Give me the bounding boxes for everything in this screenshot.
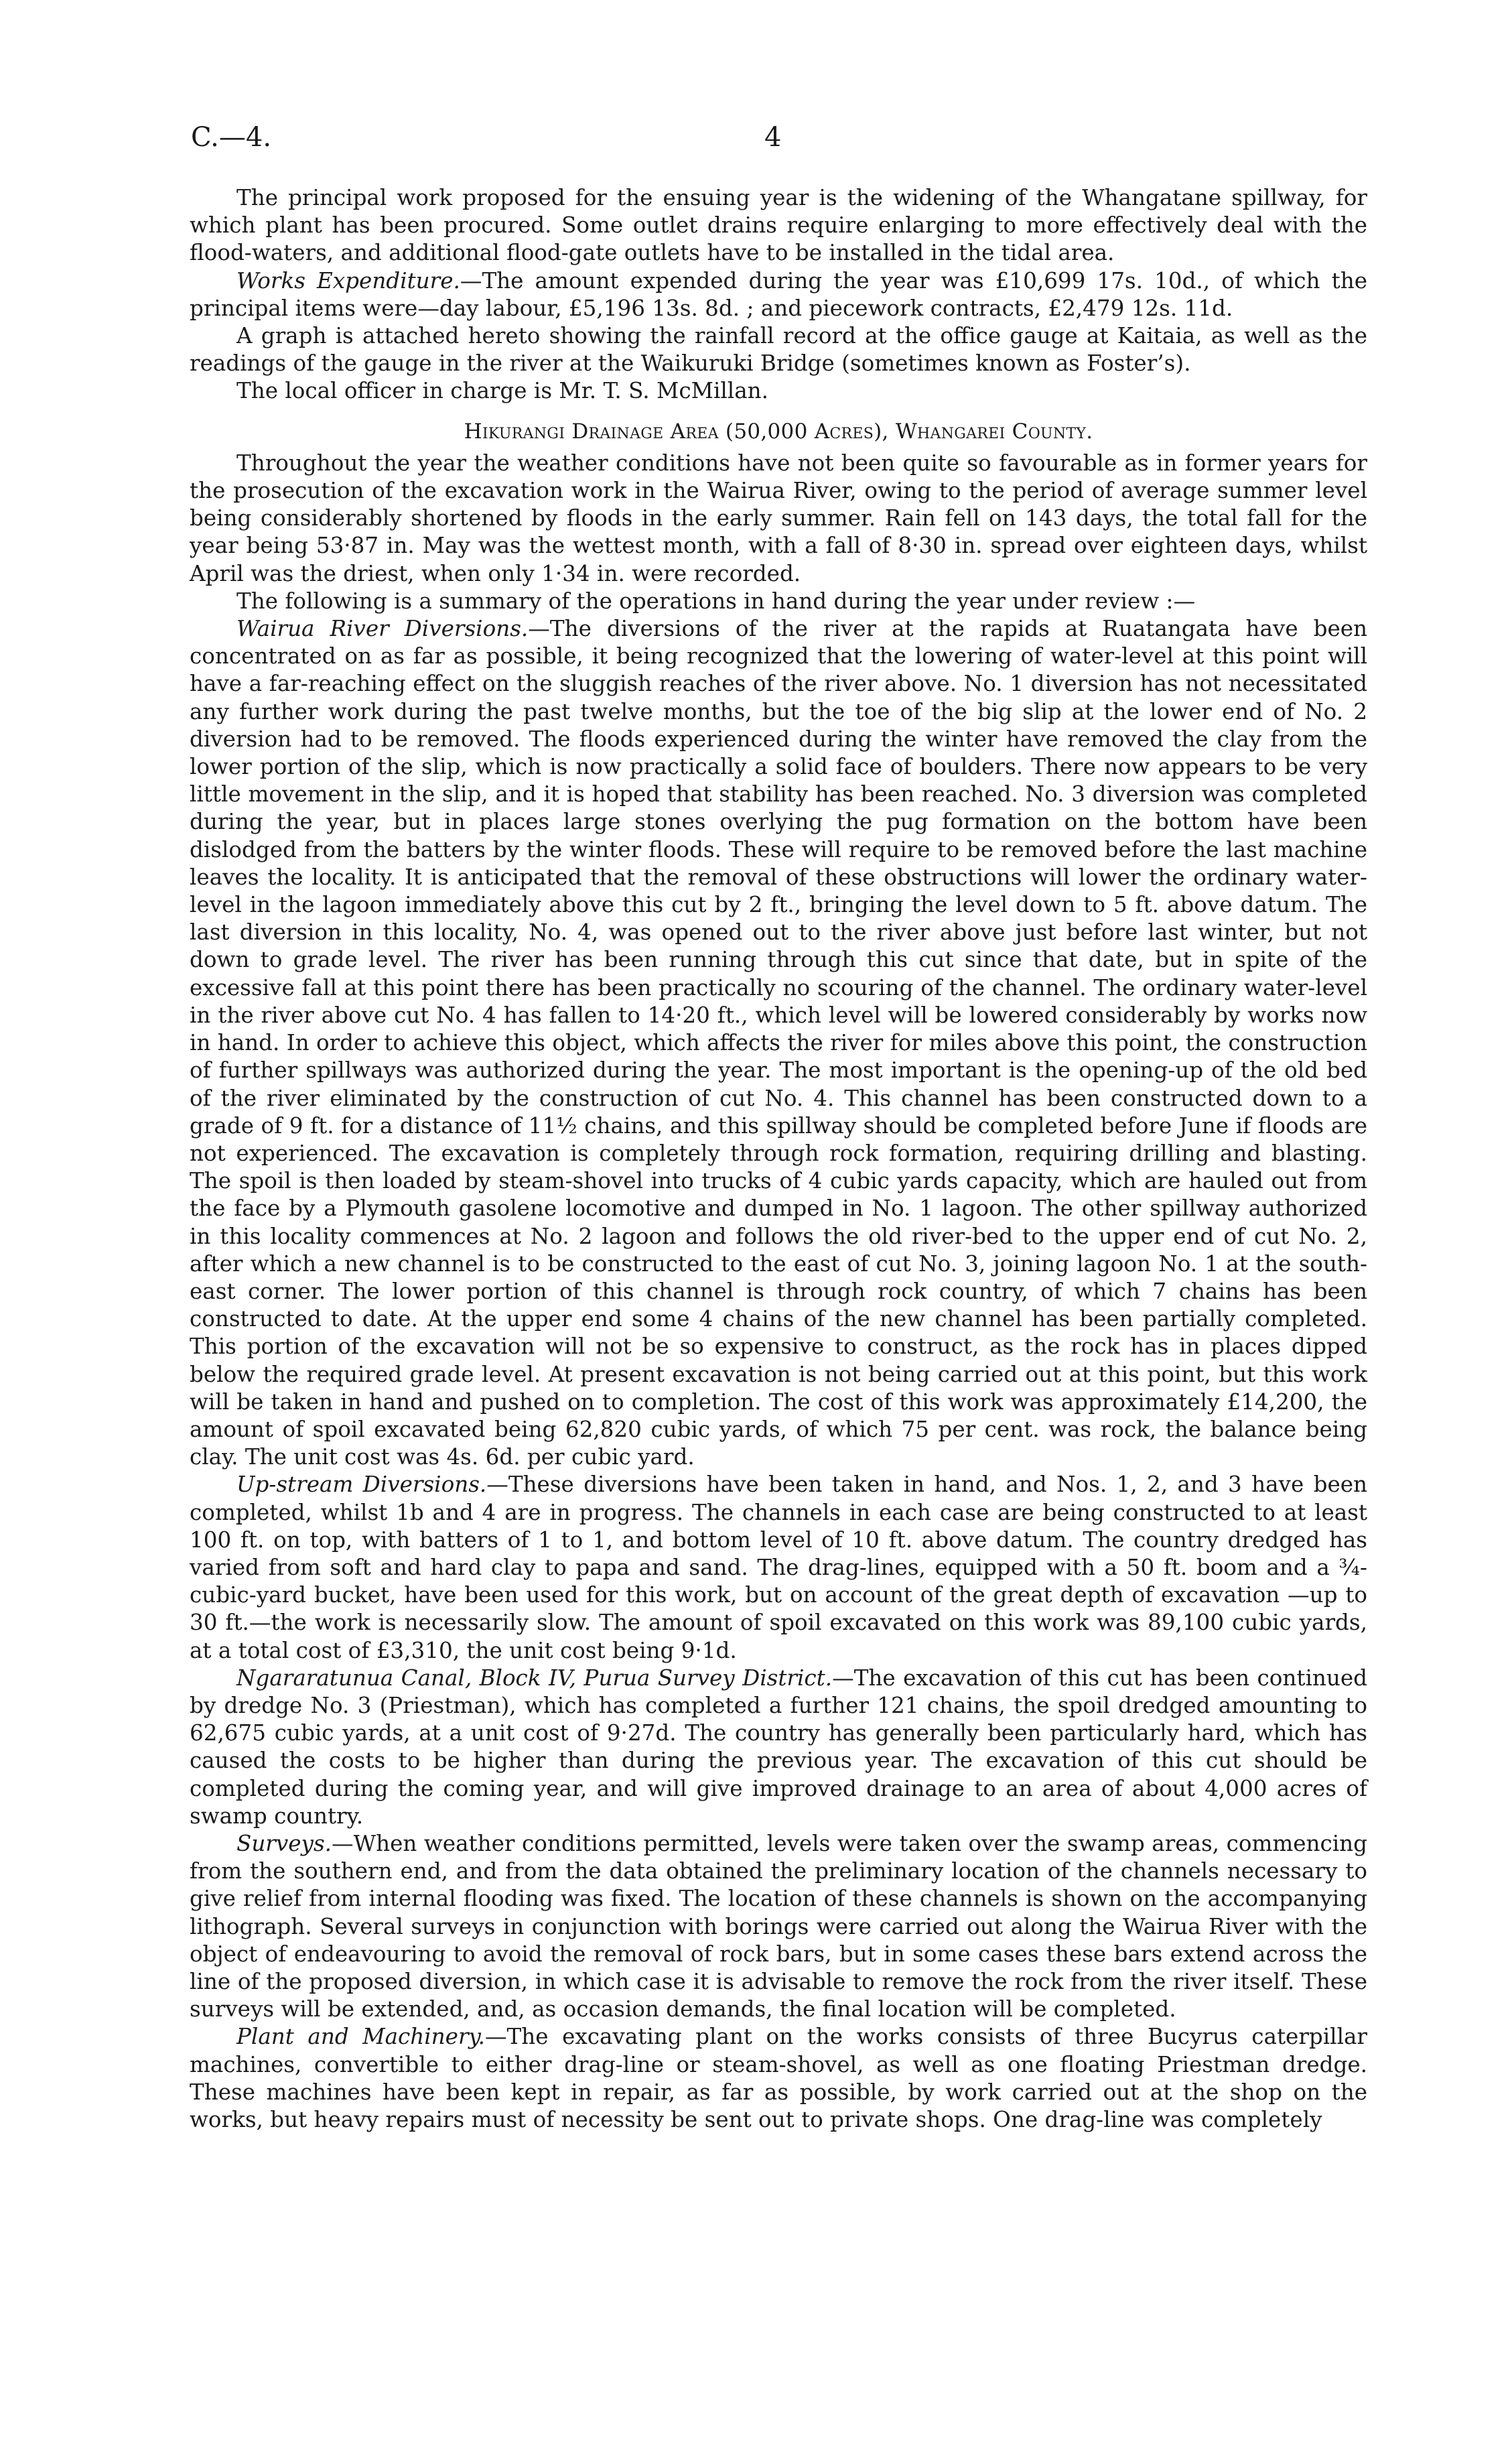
paragraph-ngararatunua-canal: Ngararatunua Canal, Block IV, Purua Survey District.—The excavation of this cut has been continued by dredge No. 3 (Priestman), which has completed a further 121 chains, the spoil dredged amounting to 62,675 cubic yards, at a unit cost of 9·27d. The country has generally been particularly hard, which has caused the costs to be higher than during the previous year. The excavation of this cut should be completed during the coming year, and will give improved drainage to an area of about 4,000 acres of swamp country.	[190, 1665, 1367, 1829]
paragraph-works-expenditure: Works Expenditure.—The amount expended during the year was £10,699 17s. 10d., of which the principal items were—day labour, £5,196 13s. 8d. ; and piecework contracts, £2,479 12s. 11d.	[190, 267, 1367, 321]
paragraph-lead: Wairua River Diversions.	[236, 616, 529, 642]
paragraph-lead: Plant and Machinery.	[236, 2024, 485, 2050]
paragraph-surveys: Surveys.—When weather conditions permitted, levels were taken over the swamp areas, commencing from the southern end, and from the data obtained the preliminary location of the channels necessary to give relief from internal flooding was fixed. The location of these channels is shown on the accompanying lithograph. Several surveys in conjunction with borings were carried out along the Wairua River with the object of endeavouring to avoid the removal of rock bars, but in some cases these bars extend across the line of the proposed diversion, in which case it is advisable to remove the rock from the river itself. These surveys will be extended, and, as occasion demands, the final location will be completed.	[190, 1830, 1367, 2022]
paragraph-upstream-diversions: Up-stream Diversions.—These diversions have been taken in hand, and Nos. 1, 2, and 3 have been completed, whilst 1b and 4 are in progress. The channels in each case are being constructed to at least 100 ft. on top, with batters of 1 to 1, and bottom level of 10 ft. above datum. The country dredged has varied from soft and hard clay to papa and sand. The drag-lines, equipped with a 50 ft. boom and a ¾-cubic-yard bucket, have been used for this work, but on account of the great depth of excavation —up to 30 ft.—the work is necessarily slow. The amount of spoil excavated on this work was 89,100 cubic yards, at a total cost of £3,310, the unit cost being 9·1d.	[190, 1472, 1367, 1663]
paragraph-plant-machinery: Plant and Machinery.—The excavating plant on the works consists of three Bucyrus caterpillar machines, convertible to either drag-line or steam-shovel, as well as one floating Priestman dredge. These machines have been kept in repair, as far as possible, by work carried out at the shop on the works, but heavy repairs must of necessity be sent out to private shops. One drag-line was completely	[190, 2024, 1368, 2133]
paragraph-wairua-diversions: Wairua River Diversions.—The diversions of the river at the rapids at Ruatangata have been concentrated on as far as possible, it being recognized that the lowering of water-level at this point will have a far-reaching effect on the sluggish reaches of the river above. No. 1 diversion has not necessitated any further work during the past twelve months, but the toe of the big slip at the lower end of No. 2 diversion had to be removed. The floods experienced during the winter have removed the clay from the lower portion of the slip, which is now practically a solid face of boulders. There now appears to be very little movement in the slip, and it is hoped that stability has been reached. No. 3 diversion was completed during the year, but in places large stones overlying the pug formation on the bottom have been dislodged from the batters by the winter floods. These will require to be removed before the last machine leaves the locality. It is anticipated that the removal of these obstructions will lower the ordinary water-level in the lagoon immediately above this cut by 2 ft., bringing the level down to 5 ft. above datum. The last diversion in this locality, No. 4, was opened out to the river above just before last winter, but not down to grade level. The river has been running through this cut since that date, but in spite of the excessive fall at this point there has been practically no scouring of the channel. The ordinary water-level in the river above cut No. 4 has fallen to 14·20 ft., which level will be lowered considerably by works now in hand. In order to achieve this object, which affects the river for miles above this point, the construction of further spillways was authorized during the year. The most important is the opening-up of the old bed of the river eliminated by the construction of cut No. 4. This channel has been constructed down to a grade of 9 ft. for a distance of 11½ chains, and this spillway should be completed before June if floods are not experienced. The excavation is completely through rock formation, requiring drilling and blasting. The spoil is then loaded by steam-shovel into trucks of 4 cubic yards capacity, which are hauled out from the face by a Plymouth gasolene locomotive and dumped in No. 1 lagoon. The other spillway authorized in this locality commences at No. 2 lagoon and follows the old river-bed to the upper end of cut No. 2, after which a new channel is to be constructed to the east of cut No. 3, joining lagoon No. 1 at the south-east corner. The lower portion of this channel is through rock country, of which 7 chains has been constructed to date. At the upper end some 4 chains of the new channel has been partially completed. This portion of the excavation will not be so expensive to construct, as the rock has in places dipped below the required grade level. At present excavation is not being carried out at this point, but this work will be taken in hand and pushed on to completion. The cost of this work was approximately £14,200, the amount of spoil excavated being 62,820 cubic yards, of which 75 per cent. was rock, the balance being clay. The unit cost was 4s. 6d. per cubic yard.	[190, 616, 1367, 1470]
section-heading: Hikurangi Drainage Area (50,000 Acres), Whangarei County.	[464, 419, 1093, 444]
document-body	[190, 184, 1367, 2134]
page-number: 4	[764, 122, 782, 153]
document-reference: C.—4.	[191, 122, 272, 153]
page-header	[191, 122, 1365, 162]
paragraph-summary-intro: The following is a summary of the operations in hand during the year under review :—	[236, 588, 1196, 614]
paragraph-lead: Surveys.	[236, 1830, 332, 1856]
paragraph-rainfall-graph: A graph is attached hereto showing the rainfall record at the office gauge at Kaitaia, as well as the readings of the gauge in the river at the Waikuruki Bridge (sometimes known as Foster’s).	[190, 323, 1367, 377]
paragraph-lead: Up-stream Diversions.	[236, 1472, 487, 1498]
paragraph-whangatane-works: The principal work proposed for the ensuing year is the widening of the Whangatane spillway, for which plant has been procured. Some outlet drains require enlarging to more effectively deal with the flood-waters, and additional flood-gate outlets have to be installed in the tidal area.	[190, 185, 1367, 266]
paragraph-lead: Works Expenditure.	[236, 267, 460, 294]
paragraph-local-officer: The local officer in charge is Mr. T. S. McMillan.	[236, 378, 768, 404]
paragraph-weather: Throughout the year the weather conditions have not been quite so favourable as in former years for the prosecution of the excavation work in the Wairua River, owing to the period of average summer level being considerably shortened by floods in the early summer. Rain fell on 143 days, the total fall for the year being 53·87 in. May was the wettest month, with a fall of 8·30 in. spread over eighteen days, whilst April was the driest, when only 1·34 in. were recorded.	[190, 450, 1367, 586]
paragraph-lead: Ngararatunua Canal, Block IV, Purua Survey District.	[236, 1665, 833, 1691]
